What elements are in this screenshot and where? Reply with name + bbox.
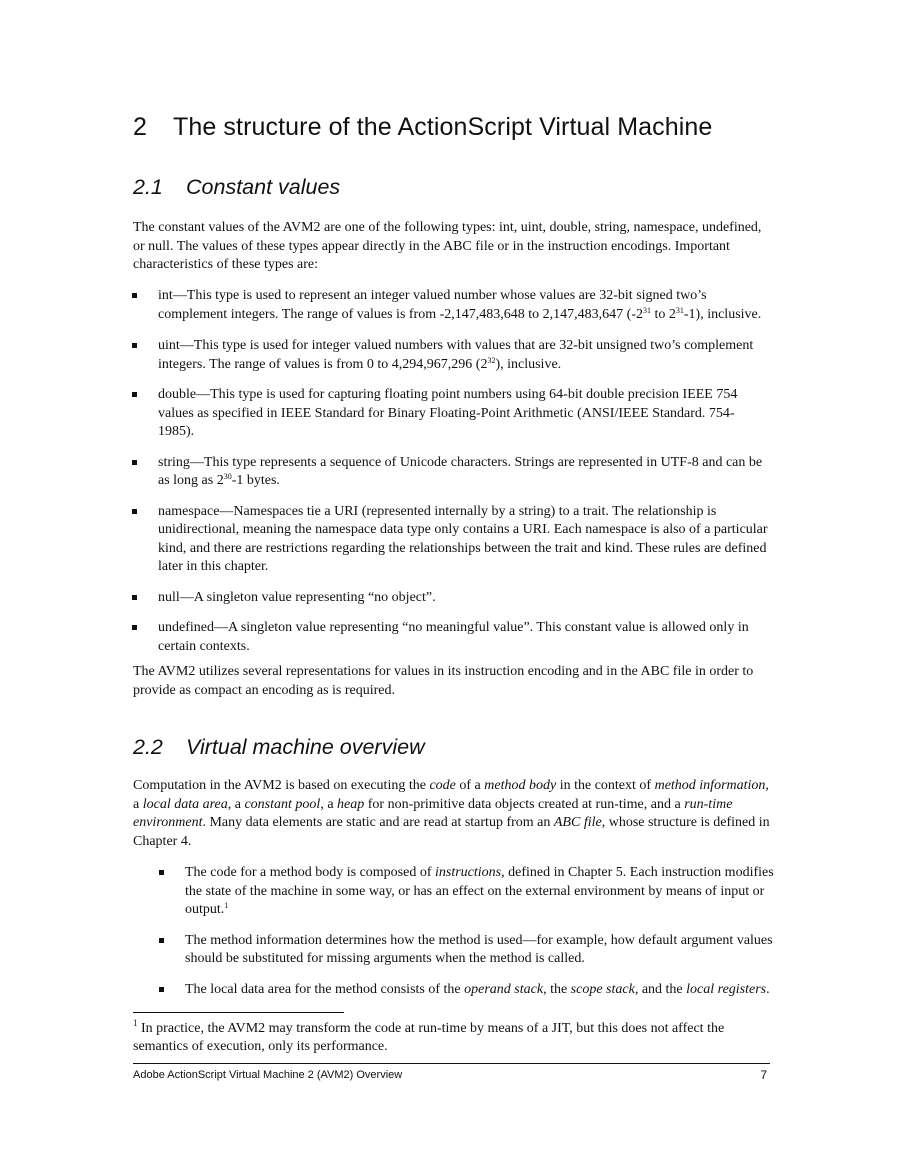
bullet-icon [159,938,164,943]
bullet-icon [132,392,137,397]
list-item-int: int—This type is used to represent an integer valued number whose values are 32-bit signed two’s complement integers. The range of values is from -2,147,483,648 to 2,147,483,647 ($-2^{31}$ to $2^{31}-1$), inclusive. [158,287,770,324]
footer-divider [133,1063,770,1064]
bullet-icon [159,870,164,875]
chapter-number: 2 [133,113,148,141]
section-title: Virtual machine overview [186,735,425,759]
bullet-icon [132,625,137,630]
section-heading-constant-values [133,175,340,200]
list-item-namespace: namespace—Namespaces tie a URI (represented internally by a string) to a trait. The relationship is unidirectional, meaning the namespace data type only contains a URI. Each namespace is also of a particular kind, and there are restrictions regarding the relationships between the trait and kind. These rules are defined later in this chapter. [158,503,770,577]
list-item-uint: uint—This type is used for integer valued numbers with values that are 32-bit unsigned two’s complement integers. The range of values is from 0 to 4,294,967,296 $(2^{32})$, inclusive. [158,337,770,374]
chapter-title: The structure of the ActionScript Virtual Machine [173,113,713,141]
bullet-icon [132,293,137,298]
constant-values-intro: The constant values of the AVM2 are one of the following types: int, uint, double, string, namespace, undefined, or null. The values of these types appear directly in the ABC file or in the instruction encodings. Important characteristics of these types are: [133,220,762,272]
bullet-icon [132,595,137,600]
bullet-icon [132,343,137,348]
bullet-icon [132,460,137,465]
footer-document-title: Adobe ActionScript Virtual Machine 2 (AVM2) Overview [133,1069,403,1081]
footnote [133,1020,773,1056]
list-item-string: string—This type represents a sequence of Unicode characters. Strings are represented in UTF-8 and can be as long as $2^{30}-1$ bytes. [158,454,770,491]
list-item-local-data-area: The local data area for the method consists of the operand stack, the scope stack, and the local registers. [185,981,775,1000]
vm-components-list [185,864,775,999]
section-title: Constant values [186,175,341,199]
vm-overview-intro: Computation in the AVM2 is based on executing the code of a method body in the context of method information, a local data area, a constant pool, a heap for non-primitive data objects created at run-time, and a run-time environment. Many data elements are static and are read at startup from an ABC file, whose structure is defined in Chapter 4. [133,778,770,849]
chapter-heading [133,113,833,142]
list-item-double: double—This type is used for capturing floating point numbers using 64-bit double precision IEEE 754 values as specified in IEEE Standard for Binary Floating-Point Arithmetic (ANSI/IEEE Standard. 754-1985). [158,386,770,442]
footnote-divider [133,1012,344,1013]
bullet-icon [132,509,137,514]
constant-values-outro: The AVM2 utilizes several representations for values in its instruction encoding and in the ABC file in order to provide as compact an encoding as is required. [133,664,754,698]
section-heading-vm-overview [133,735,425,760]
footnote-mark: 1 [133,1018,138,1028]
footnote-reference[interactable]: 1 [224,901,229,910]
list-item-undefined: undefined—A singleton value representing “no meaningful value”. This constant value is allowed only in certain contexts. [158,619,770,656]
list-item-code: The code for a method body is composed of instructions, defined in Chapter 5. Each instruction modifies the state of the machine in some way, or has an effect on the external environment by means of input or output.$^1$ [185,864,775,920]
section-number: 2.1 [133,175,163,199]
list-item-null: null—A singleton value representing “no object”. [158,589,770,608]
list-item-method-information: The method information determines how the method is used—for example, how default argument values should be substituted for missing arguments when the method is called. [185,932,775,969]
bullet-icon [159,987,164,992]
footer-page-number: 7 [760,1068,767,1082]
constant-types-list [158,287,770,656]
section-number: 2.2 [133,735,163,759]
footnote-text: In practice, the AVM2 may transform the code at run-time by means of a JIT, but this does not affect the semantics of execution, only its performance. [133,1021,725,1054]
